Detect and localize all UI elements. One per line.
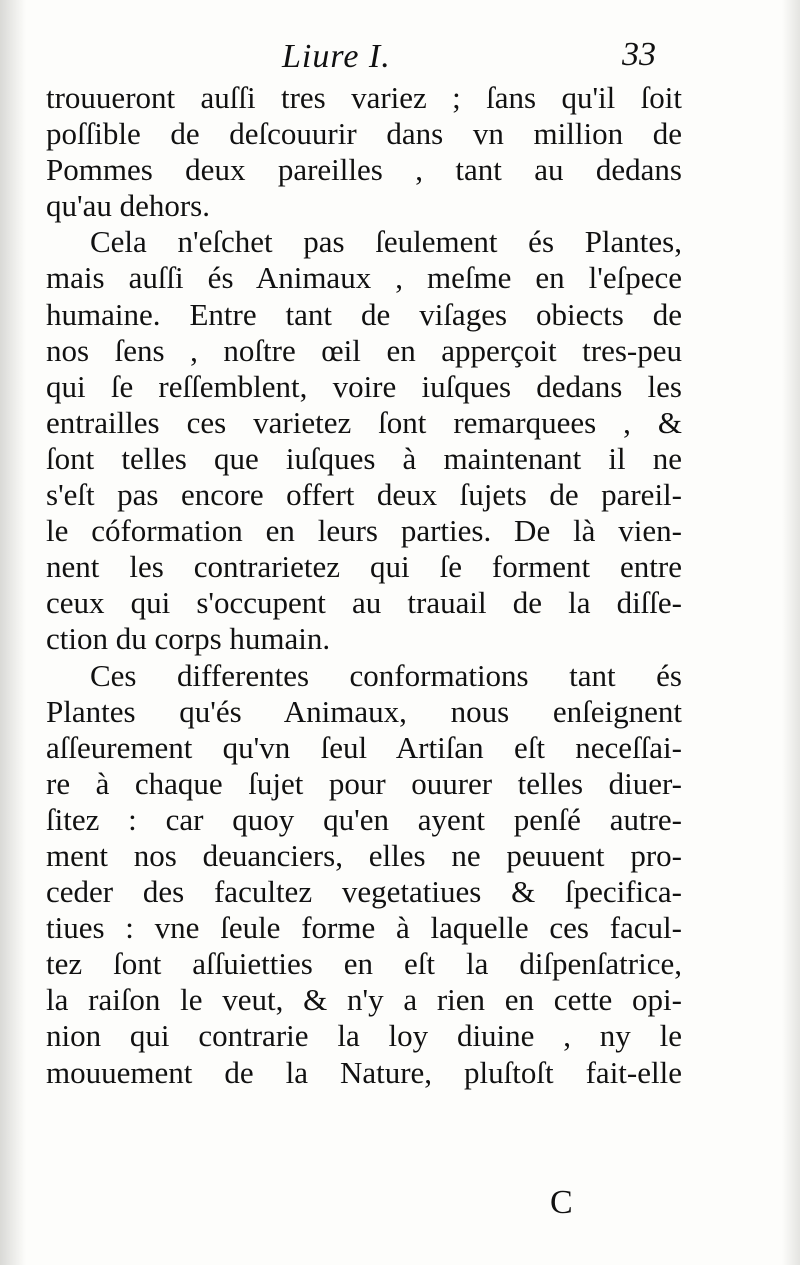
- page-number: 33: [622, 36, 656, 73]
- text-line: aſſeurement qu'vn ſeul Artiſan eſt neceſſai-: [46, 729, 682, 765]
- text-line: Cela n'eſchet pas ſeulement és Plantes,: [90, 224, 682, 260]
- text-line: mouuement de la Nature, pluſtoſt fait-elle: [46, 1054, 682, 1090]
- text-line: ſitez : car quoy qu'en ayent penſé autre-: [46, 801, 682, 837]
- text-line: tez ſont aſſuietties en eſt la diſpenſatrice,: [46, 946, 682, 982]
- text-line: nion qui contrarie la loy diuine , ny le: [46, 1018, 682, 1054]
- text-line: qui ſe reſſemblent, voire iuſques dedans les: [46, 368, 682, 404]
- text-line: la raiſon le veut, & n'y a rien en cette opi-: [46, 982, 682, 1018]
- text-line: tiues : vne ſeule forme à laquelle ces facul-: [46, 910, 682, 946]
- text-line: ment nos deuanciers, elles ne peuuent pro-: [46, 837, 682, 873]
- text-line: qu'au dehors.: [46, 188, 210, 224]
- text-line: humaine. Entre tant de viſages obiects de: [46, 296, 682, 332]
- text-line: nos ſens , noſtre œil en apperçoit tres-peu: [46, 332, 682, 368]
- text-line: poſſible de deſcouurir dans vn million de: [46, 116, 682, 152]
- text-line: Ces differentes conformations tant és: [90, 657, 682, 693]
- signature-mark: C: [550, 1184, 573, 1221]
- text-line: ceux qui s'occupent au trauail de la diſſe-: [46, 585, 682, 621]
- text-line: Plantes qu'és Animaux, nous enſeignent: [46, 693, 682, 729]
- text-line: trouueront auſſi tres variez ; ſans qu'il ſoit: [46, 80, 682, 115]
- text-line: s'eſt pas encore offert deux ſujets de pareil-: [46, 477, 682, 513]
- text-line: ction du corps humain.: [46, 621, 331, 657]
- text-line: nent les contrarietez qui ſe forment entre: [46, 549, 682, 585]
- text-line: ſont telles que iuſques à maintenant il ne: [46, 440, 682, 476]
- text-line: ceder des facultez vegetatiues & ſpecifica-: [46, 874, 682, 910]
- page-header: [0, 30, 800, 80]
- text-line: re à chaque ſujet pour ouurer telles diuer-: [46, 765, 682, 801]
- page-edge-shadow-left: [0, 0, 26, 1265]
- text-line: entrailles ces varietez ſont remarquees , &: [46, 404, 682, 440]
- page-edge-shadow-right: [782, 0, 800, 1265]
- text-line: Pommes deux pareilles , tant au dedans: [46, 152, 682, 188]
- running-head: Liure I.: [282, 38, 391, 75]
- body-text: [46, 80, 682, 1091]
- text-line: mais auſſi és Animaux , meſme en l'eſpece: [46, 260, 682, 296]
- text-line: le cóformation en leurs parties. De là vien-: [46, 513, 682, 549]
